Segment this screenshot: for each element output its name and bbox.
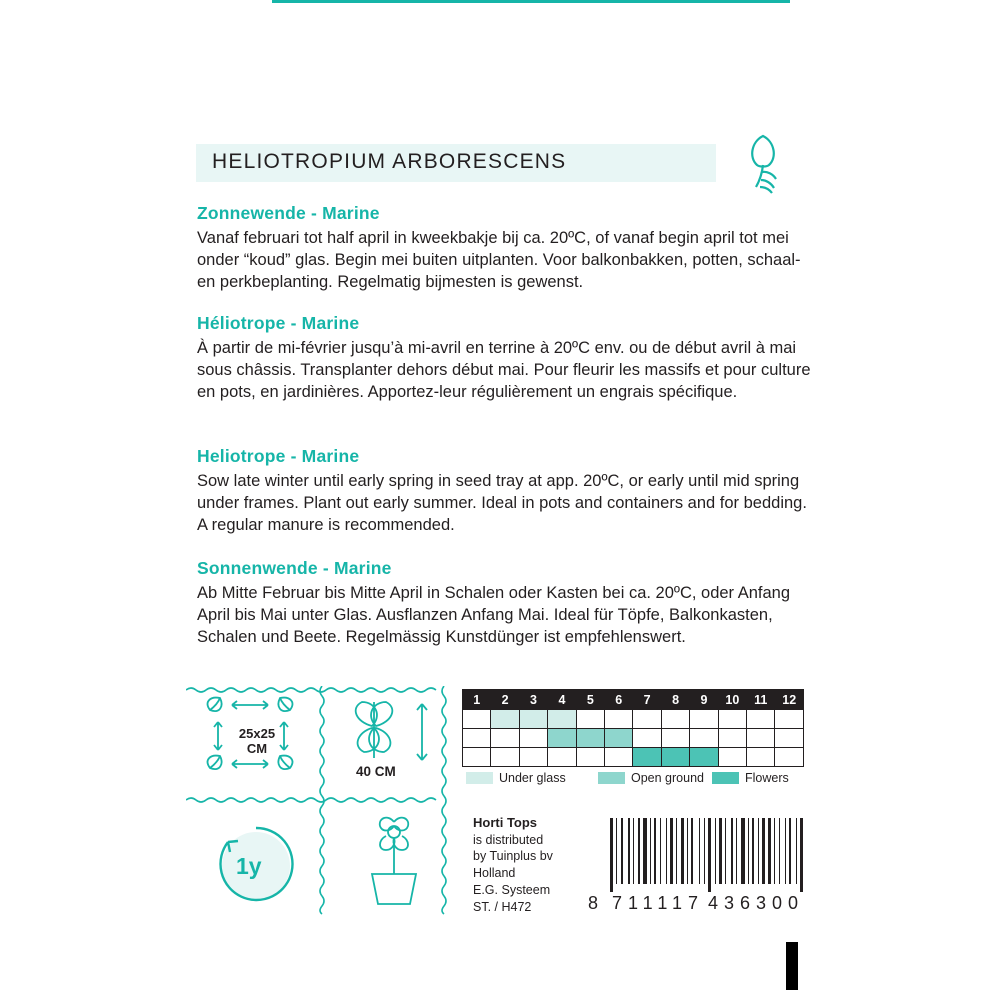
legend-label-open-ground: Open ground [631, 771, 704, 785]
month-6: 6 [605, 690, 633, 710]
potted-plant-icon [348, 812, 440, 912]
month-8: 8 [661, 690, 689, 710]
lifecycle-label: 1y [236, 853, 262, 879]
distributor-line-6: ST. / H472 [473, 900, 532, 915]
height-label: 40 CM [356, 764, 396, 779]
sowing-calendar [462, 689, 804, 767]
lang-body-nl: Vanaf februari tot half april in kweekbakje bij ca. 20ºC, of vanaf begin april tot mei onder “koud” glas. Begin mei buiten uitplanten. Voor balkonbakken, potten, schaal- en perkbeplanting. Regelmatig bijmesten is gewenst. [197, 229, 801, 291]
legend-label-under-glass: Under glass [499, 771, 566, 785]
lang-body-de: Ab Mitte Februar bis Mitte April in Schalen oder Kasten bei ca. 20ºC, oder Anfang April bis Mai unter Glas. Ausflanzen Anfang Mai. Ideal für Töpfe, Balkonkasten, Schalen und Beete. Regelmässig Kunstdünger ist empfehlenswert. [197, 584, 791, 646]
barcode-bars [610, 818, 806, 892]
legend-swatch-flowers [712, 772, 739, 784]
barcode-digits [588, 893, 810, 914]
print-registration-mark [786, 942, 798, 990]
month-5: 5 [576, 690, 604, 710]
language-block-fr [197, 313, 812, 403]
month-4: 4 [548, 690, 576, 710]
spacing-label [222, 727, 292, 757]
divider-wave-vertical-1 [318, 686, 326, 916]
language-block-nl [197, 203, 812, 293]
page-title: HELIOTROPIUM ARBORESCENS [212, 150, 567, 173]
month-7: 7 [633, 690, 661, 710]
lang-title-en: Heliotrope - Marine [197, 446, 360, 466]
lang-body-en: Sow late winter until early spring in seed tray at app. 20ºC, or early until mid spring under frames. Plant out early summer. Ideal in pots and containers and for bedding. A regular manure is recommended. [197, 472, 807, 534]
flower-icon [735, 132, 791, 194]
flowers-row [463, 748, 804, 767]
legend-swatch-open-ground [598, 772, 625, 784]
distributor-line-4: Holland [473, 866, 516, 881]
distributor-info [473, 814, 553, 916]
legend-under-glass [466, 771, 566, 785]
language-block-de [197, 558, 812, 648]
distributor-line-3: by Tuinplus bv [473, 849, 553, 864]
barcode-group-2: 436300 [707, 893, 805, 913]
month-10: 10 [718, 690, 746, 710]
legend-flowers [712, 771, 789, 785]
month-9: 9 [690, 690, 718, 710]
legend-swatch-under-glass [466, 772, 493, 784]
legend-label-flowers: Flowers [745, 771, 789, 785]
legend-open-ground [598, 771, 704, 785]
distributor-line-5: E.G. Systeem [473, 883, 551, 898]
top-accent-rule [272, 0, 790, 3]
barcode [610, 818, 806, 892]
under-glass-row [463, 710, 804, 729]
divider-wave-bottom [186, 796, 442, 804]
month-12: 12 [775, 690, 804, 710]
lang-title-nl: Zonnewende - Marine [197, 203, 380, 223]
lang-title-de: Sonnenwende - Marine [197, 558, 392, 578]
barcode-digit-left: 8 [588, 893, 600, 913]
distributor-name: Horti Tops [473, 815, 538, 830]
lang-title-fr: Héliotrope - Marine [197, 313, 360, 333]
spacing-value: 25x25 [238, 726, 276, 741]
month-1: 1 [463, 690, 491, 710]
distributor-line-2: is distributed [473, 832, 544, 847]
month-2: 2 [491, 690, 519, 710]
spacing-unit: CM [246, 740, 268, 756]
month-11: 11 [747, 690, 775, 710]
open-ground-row [463, 729, 804, 748]
month-3: 3 [519, 690, 547, 710]
barcode-group-1: 711117 [611, 893, 705, 913]
language-block-en [197, 446, 812, 536]
calendar-header-row [463, 690, 804, 710]
lang-body-fr: À partir de mi-février jusqu’à mi-avril en terrine à 20ºC env. ou de début avril à mai sous châssis. Transplanter dehors début mai. Pour fleurir les massifs et pour culture en pots, en jardinières. Apportez-leur régulièrement un engrais spécifique. [197, 339, 811, 401]
